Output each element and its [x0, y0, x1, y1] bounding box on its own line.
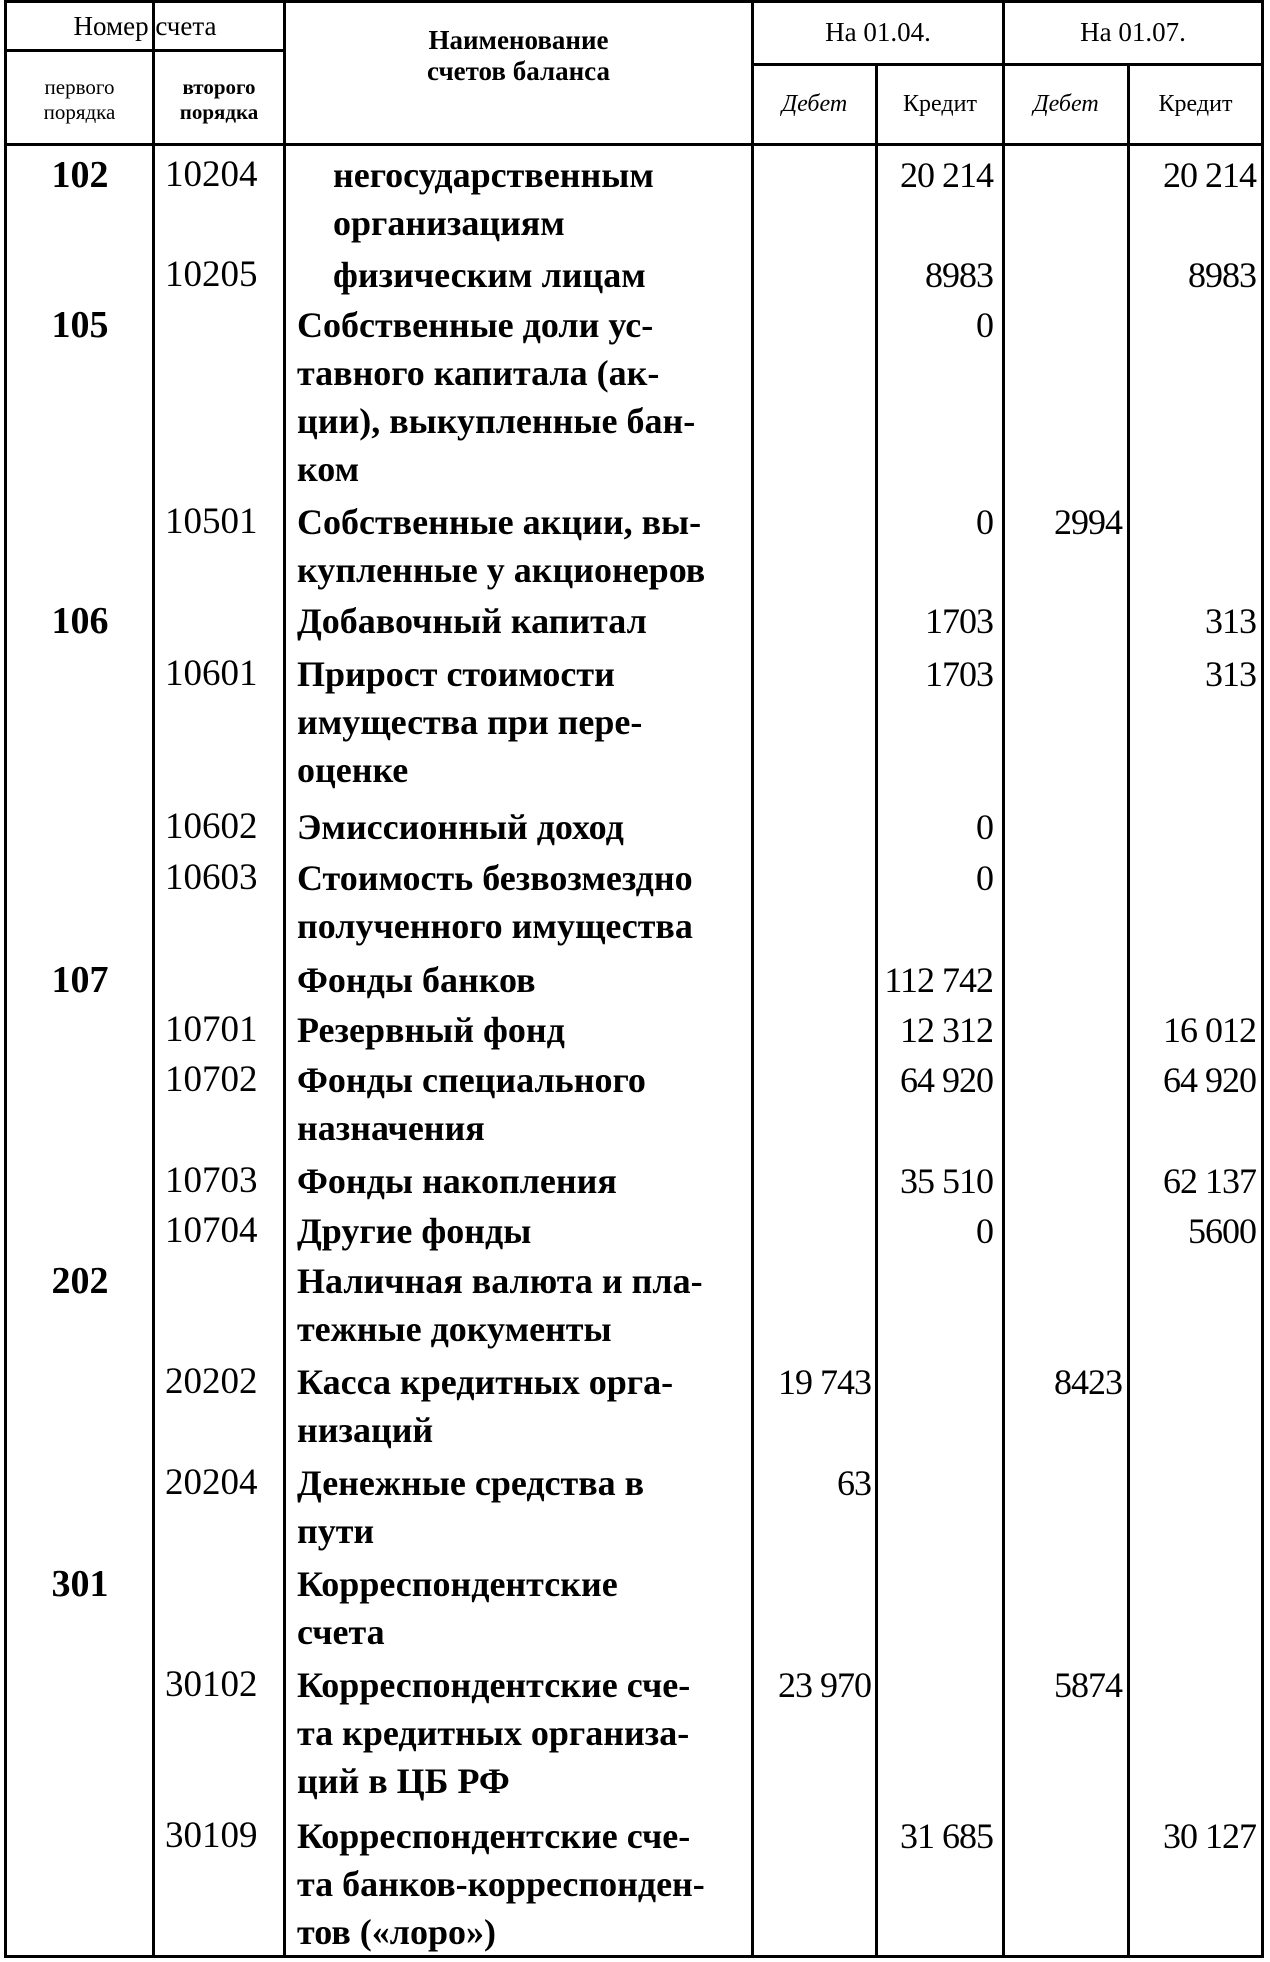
credit-01-04: 1703 — [925, 654, 993, 694]
account-first-order: 105 — [51, 304, 109, 346]
account-name: Другие фонды — [297, 1211, 532, 1251]
credit-01-04: 31 685 — [900, 1816, 993, 1856]
header-debit-2: Дебет — [1033, 91, 1099, 117]
account-name: Фонды специального назначения — [297, 1060, 646, 1148]
account-name: Эмиссионный доход — [297, 807, 624, 847]
account-name: Прирост стоимости имущества при пере- оценке — [297, 654, 643, 790]
header-divider — [7, 49, 283, 52]
credit-01-07: 30 127 — [1163, 1816, 1256, 1856]
credit-01-04: 8983 — [925, 255, 993, 295]
credit-01-04: 0 — [976, 807, 993, 847]
account-name: Корреспондентские сче- та кредитных организа- ций в ЦБ РФ — [297, 1665, 691, 1801]
credit-01-04: 0 — [976, 305, 993, 345]
debit-01-04: 63 — [837, 1463, 871, 1503]
account-first-order: 102 — [51, 154, 109, 196]
account-second-order: 10701 — [165, 1009, 258, 1050]
account-first-order: 301 — [51, 1563, 109, 1605]
account-first-order: 107 — [51, 959, 109, 1001]
account-second-order: 10204 — [165, 154, 258, 195]
debit-01-07: 2994 — [1054, 502, 1122, 542]
header-account-name: Наименование счетов баланса — [427, 25, 610, 86]
debit-01-04: 19 743 — [778, 1362, 871, 1402]
credit-01-07: 16 012 — [1163, 1010, 1256, 1050]
header-second-order: второго порядка — [179, 75, 259, 124]
account-name: Стоимость безвозмездно полученного имущества — [297, 858, 693, 946]
credit-01-04: 0 — [976, 1211, 993, 1251]
account-name: физическим лицам — [333, 255, 646, 295]
credit-01-04: 20 214 — [900, 155, 993, 195]
account-name: негосударственным организациям — [333, 155, 654, 243]
account-second-order: 10601 — [165, 653, 258, 694]
balance-table — [4, 0, 1264, 1958]
account-name: Касса кредитных орга- низаций — [297, 1362, 674, 1450]
account-second-order: 10603 — [165, 857, 258, 898]
header-debit-1: Дебет — [781, 91, 848, 117]
credit-01-04: 35 510 — [900, 1161, 993, 1201]
account-second-order: 10602 — [165, 806, 258, 847]
credit-01-04: 64 920 — [900, 1060, 993, 1100]
header-divider — [751, 63, 1261, 66]
credit-01-07: 8983 — [1188, 255, 1256, 295]
col-divider — [875, 65, 878, 1958]
debit-01-04: 23 970 — [778, 1665, 871, 1705]
account-second-order: 20204 — [165, 1462, 258, 1503]
credit-01-07: 20 214 — [1163, 155, 1256, 195]
credit-01-07: 64 920 — [1163, 1060, 1256, 1100]
account-name: Собственные акции, вы- купленные у акционеров — [297, 502, 706, 590]
credit-01-07: 313 — [1205, 654, 1256, 694]
account-name: Фонды накопления — [297, 1161, 617, 1201]
debit-01-07: 5874 — [1054, 1665, 1122, 1705]
account-second-order: 30102 — [165, 1664, 258, 1705]
col-divider — [152, 3, 155, 1958]
header-date-2: На 01.07. — [1080, 17, 1186, 47]
account-name: Собственные доли ус- тавного капитала (ак- ции), выкупленные бан- ком — [297, 305, 696, 489]
account-second-order: 10205 — [165, 254, 258, 295]
credit-01-04: 1703 — [925, 601, 993, 641]
account-second-order: 10704 — [165, 1210, 258, 1251]
header-first-order: первого порядка — [43, 75, 116, 124]
credit-01-04: 0 — [976, 502, 993, 542]
header-credit-2: Кредит — [1158, 91, 1233, 117]
col-divider — [1002, 3, 1005, 1958]
account-name: Корреспондентские сче- та банков-корреспонден- тов («лоро») — [297, 1816, 705, 1952]
account-first-order: 106 — [51, 600, 109, 642]
credit-01-04: 12 312 — [900, 1010, 993, 1050]
account-name: Денежные средства в пути — [297, 1463, 645, 1551]
header-bottom-line — [7, 143, 1261, 146]
account-name: Резервный фонд — [297, 1010, 565, 1050]
credit-01-04: 0 — [976, 858, 993, 898]
col-divider — [1127, 65, 1130, 1958]
credit-01-07: 313 — [1205, 601, 1256, 641]
credit-01-07: 5600 — [1188, 1211, 1256, 1251]
header-account-number: Номер счета — [73, 11, 217, 41]
header-date-1: На 01.04. — [825, 17, 931, 47]
col-divider — [283, 3, 286, 1958]
credit-01-07: 62 137 — [1163, 1161, 1256, 1201]
account-second-order: 20202 — [165, 1361, 258, 1402]
account-second-order: 10702 — [165, 1059, 258, 1100]
account-second-order: 30109 — [165, 1815, 258, 1856]
account-name: Фонды банков — [297, 960, 536, 1000]
account-first-order: 202 — [51, 1260, 109, 1302]
header-credit-1: Кредит — [903, 91, 977, 117]
account-name: Корреспондентские счета — [297, 1564, 618, 1652]
account-name: Добавочный капитал — [297, 601, 647, 641]
debit-01-07: 8423 — [1054, 1362, 1122, 1402]
account-second-order: 10703 — [165, 1160, 258, 1201]
account-second-order: 10501 — [165, 501, 258, 542]
credit-01-04: 112 742 — [884, 960, 993, 1000]
account-name: Наличная валюта и пла- тежные документы — [297, 1261, 703, 1349]
